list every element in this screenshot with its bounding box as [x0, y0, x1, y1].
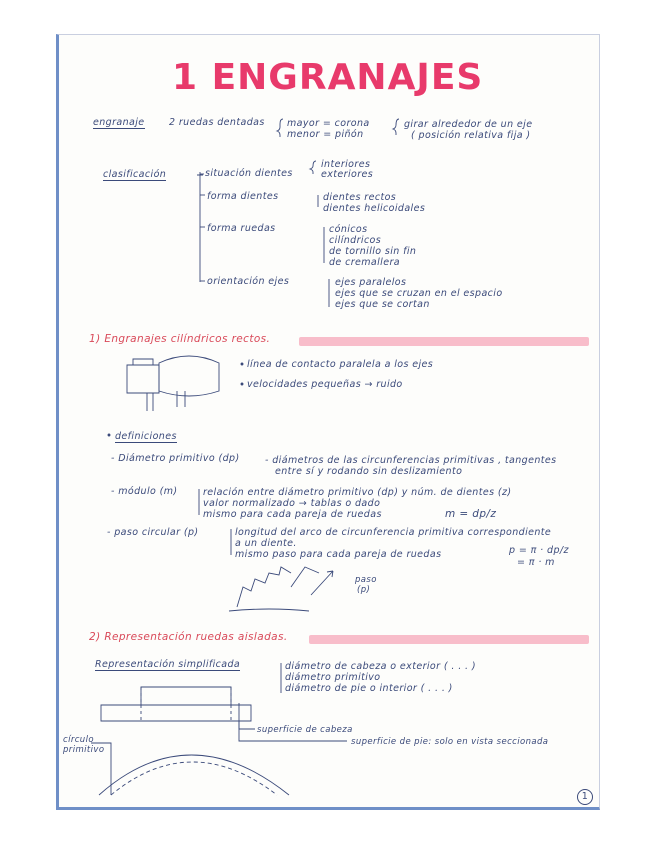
engranaje-menor: menor = piñón — [287, 129, 364, 140]
notebook-page — [56, 34, 600, 810]
clasif-sub-3-0: ejes paralelos — [335, 277, 407, 288]
clasif-item-0: situación dientes — [205, 168, 293, 179]
modulo-formula: m = dp/z — [445, 508, 497, 520]
section1-bullet-0: línea de contacto paralela a los ejes — [247, 359, 434, 370]
gear-section-rect — [101, 687, 251, 721]
clasif-sub-2-1: cilíndricos — [329, 235, 382, 246]
circulo-label-2: primitivo — [63, 745, 105, 755]
paso-text-2: a un diente. — [235, 538, 297, 549]
engranaje-mayor: mayor = corona — [287, 118, 370, 129]
spur-gear-large — [159, 356, 219, 396]
clasif-item-1: forma dientes — [207, 191, 279, 202]
engranaje-def: 2 ruedas dentadas — [169, 117, 265, 128]
clasif-sub-2-3: de cremallera — [329, 257, 400, 268]
definiciones-heading: definiciones — [115, 431, 177, 442]
section1-bullet-1: velocidades pequeñas → ruido — [247, 379, 403, 390]
dp-text-1: - diámetros de las circunferencias primitivas , tangentes — [265, 455, 557, 466]
brace-clasif-0 — [310, 161, 316, 174]
modulo-text-2: valor normalizado → tablas o dado — [203, 498, 381, 509]
engranaje-label: engranaje — [93, 117, 145, 128]
clasif-sub-2-0: cónicos — [329, 224, 368, 235]
clasif-sub-1-0: dientes rectos — [323, 192, 397, 203]
paso-arrow — [311, 571, 333, 595]
clasif-sub-1-1: dientes helicoidales — [323, 203, 426, 214]
bullet-dot-1 — [241, 383, 243, 385]
modulo-text-3: mismo para cada pareja de ruedas — [203, 509, 382, 520]
section2-heading: 2) Representación ruedas aisladas. — [89, 631, 288, 643]
gear-shaft — [147, 391, 185, 411]
rep-item-2: diámetro de pie o interior ( . . . ) — [285, 683, 453, 694]
modulo-text-1: relación entre diámetro primitivo (dp) y núm. de dientes (z) — [203, 487, 512, 498]
section1-heading: 1) Engranajes cilíndricos rectos. — [89, 333, 271, 345]
page-title: 1 ENGRANAJES — [172, 57, 484, 98]
clasif-sub-3-1: ejes que se cruzan en el espacio — [335, 288, 503, 299]
gear-circle-arc — [99, 755, 289, 795]
rep-item-0: diámetro de cabeza o exterior ( . . . ) — [285, 661, 476, 672]
clasif-sub-3-2: ejes que se cortan — [335, 299, 430, 310]
gear-hub-dash — [141, 687, 231, 721]
bullet-dot-0 — [241, 363, 243, 365]
brace-girar — [393, 119, 399, 135]
engranaje-girar: girar alrededor de un eje — [404, 119, 533, 130]
paso-diagram-label-1: paso — [355, 575, 377, 585]
rep-item-1: diámetro primitivo — [285, 672, 381, 683]
spur-gear-small — [127, 359, 159, 393]
modulo-label: - módulo (m) — [111, 486, 178, 497]
clasif-sub-0-1: exteriores — [321, 169, 374, 180]
engranaje-posicion: ( posición relativa fija ) — [411, 130, 531, 141]
sup-cabeza-label: superficie de cabeza — [257, 725, 353, 735]
brace-engranaje — [277, 119, 283, 137]
paso-label: - paso circular (p) — [107, 527, 199, 538]
bullet-dot-def — [108, 434, 110, 436]
gear-circle-arc-inner — [111, 762, 277, 795]
paso-formula-1: p = π · dp/z — [509, 545, 569, 556]
clasificacion-label: clasificación — [103, 169, 167, 180]
rep-label: Representación simplificada — [95, 659, 241, 670]
sketch-layer — [59, 35, 603, 811]
clasif-item-2: forma ruedas — [207, 223, 276, 234]
sup-pie-label: superficie de pie: solo en vista seccionada — [351, 737, 549, 747]
dp-label: - Diámetro primitivo (dp) — [111, 453, 240, 464]
clasif-item-3: orientación ejes — [207, 276, 290, 287]
paso-formula-2: = π · m — [517, 557, 555, 568]
leader-cabeza — [239, 703, 255, 729]
gear-teeth-sketch — [229, 567, 319, 611]
dp-text-2: entre sí y rodando sin deslizamiento — [275, 466, 463, 477]
clasif-sub-0-0: interiores — [321, 159, 371, 170]
paso-text-3: mismo paso para cada pareja de ruedas — [235, 549, 442, 560]
page-number: 1 — [577, 789, 593, 805]
paso-text-1: longitud del arco de circunferencia primitiva correspondiente — [235, 527, 552, 538]
leader-pie — [239, 721, 347, 741]
clasif-sub-2-2: de tornillo sin fin — [329, 246, 417, 257]
circulo-label-1: círculo — [63, 735, 94, 745]
paso-diagram-label-2: (p) — [357, 585, 371, 595]
